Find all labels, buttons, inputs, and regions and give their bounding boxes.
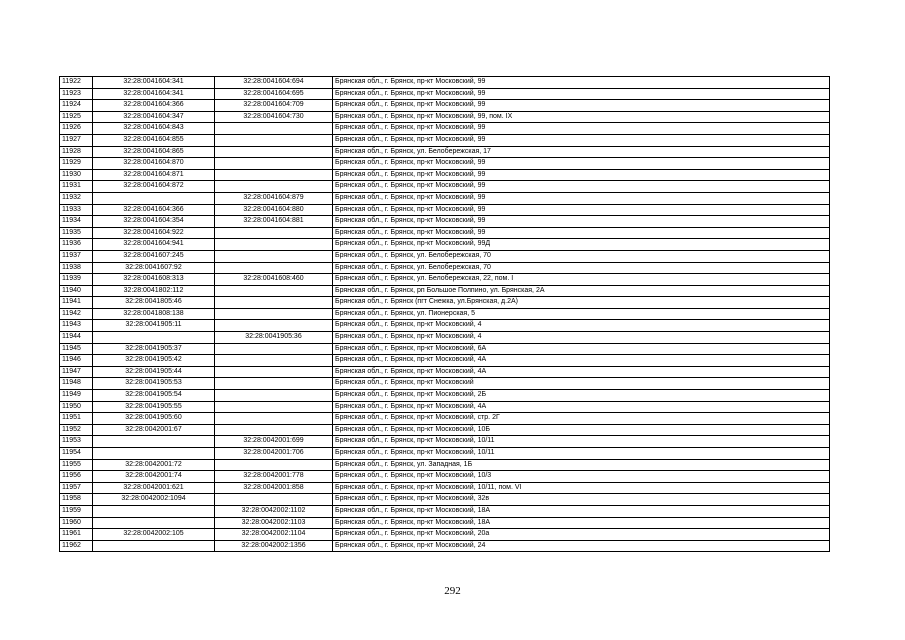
cadastral-number-cell: 32:28:0042002:1103 (215, 517, 333, 529)
table-row (60, 216, 830, 228)
cadastral-number-cell: 32:28:0041604:366 (93, 204, 215, 216)
address-cell: Брянская обл., г. Брянск, пр-кт Московский, 4 (333, 332, 830, 344)
row-number-cell: 11958 (60, 494, 93, 506)
cadastral-number-cell: 32:28:0041604:341 (93, 77, 215, 89)
table-row (60, 100, 830, 112)
row-number-cell: 11939 (60, 274, 93, 286)
table-row (60, 459, 830, 471)
cadastral-number-cell: 32:28:0041604:709 (215, 100, 333, 112)
cadastral-number-cell (215, 181, 333, 193)
table-row (60, 378, 830, 390)
table-row (60, 158, 830, 170)
address-cell: Брянская обл., г. Брянск, пр-кт Московский, 10Б (333, 424, 830, 436)
table-row (60, 332, 830, 344)
table-row (60, 88, 830, 100)
cadastral-number-cell (93, 517, 215, 529)
address-cell: Брянская обл., г. Брянск, пр-кт Московский, 10/11, пом. VI (333, 482, 830, 494)
address-cell: Брянская обл., г. Брянск, пр-кт Московский, 99 (333, 216, 830, 228)
row-number-cell: 11925 (60, 111, 93, 123)
address-cell: Брянская обл., г. Брянск, ул. Пионерская, 5 (333, 308, 830, 320)
table-row (60, 529, 830, 541)
address-cell: Брянская обл., г. Брянск, ул. Белобережская, 70 (333, 262, 830, 274)
cadastral-number-cell (93, 540, 215, 552)
registry-table (59, 76, 830, 552)
address-cell: Брянская обл., г. Брянск, пр-кт Московский, 99, пом. IX (333, 111, 830, 123)
address-cell: Брянская обл., г. Брянск, пр-кт Московский, 24 (333, 540, 830, 552)
cadastral-number-cell (215, 250, 333, 262)
cadastral-number-cell (215, 424, 333, 436)
row-number-cell: 11926 (60, 123, 93, 135)
cadastral-number-cell: 32:28:0042001:699 (215, 436, 333, 448)
table-row (60, 482, 830, 494)
address-cell: Брянская обл., г. Брянск, пр-кт Московский, 4А (333, 355, 830, 367)
row-number-cell: 11951 (60, 413, 93, 425)
cadastral-number-cell (215, 134, 333, 146)
cadastral-number-cell: 32:28:0041805:46 (93, 297, 215, 309)
address-cell: Брянская обл., г. Брянск, пр-кт Московский, 99 (333, 169, 830, 181)
table-row (60, 424, 830, 436)
address-cell: Брянская обл., г. Брянск, пр-кт Московский, 18А (333, 505, 830, 517)
cadastral-number-cell: 32:28:0042002:105 (93, 529, 215, 541)
table-row (60, 390, 830, 402)
cadastral-number-cell: 32:28:0041604:341 (93, 88, 215, 100)
cadastral-number-cell: 32:28:0041905:36 (215, 332, 333, 344)
row-number-cell: 11947 (60, 366, 93, 378)
cadastral-number-cell (215, 123, 333, 135)
cadastral-number-cell: 32:28:0041607:92 (93, 262, 215, 274)
cadastral-number-cell (215, 494, 333, 506)
row-number-cell: 11935 (60, 227, 93, 239)
row-number-cell: 11959 (60, 505, 93, 517)
address-cell: Брянская обл., г. Брянск, пр-кт Московский, 10/11 (333, 436, 830, 448)
table-row (60, 274, 830, 286)
table-row (60, 192, 830, 204)
cadastral-number-cell: 32:28:0041604:880 (215, 204, 333, 216)
cadastral-number-cell (93, 332, 215, 344)
row-number-cell: 11941 (60, 297, 93, 309)
row-number-cell: 11927 (60, 134, 93, 146)
table-row (60, 169, 830, 181)
address-cell: Брянская обл., г. Брянск, пр-кт Московский, 10/11 (333, 448, 830, 460)
cadastral-number-cell: 32:28:0041608:313 (93, 274, 215, 286)
row-number-cell: 11931 (60, 181, 93, 193)
address-cell: Брянская обл., г. Брянск, пр-кт Московский, 4 (333, 320, 830, 332)
table-row (60, 297, 830, 309)
cadastral-number-cell: 32:28:0041905:37 (93, 343, 215, 355)
cadastral-number-cell (93, 448, 215, 460)
table-row (60, 250, 830, 262)
row-number-cell: 11937 (60, 250, 93, 262)
table-row (60, 366, 830, 378)
row-number-cell: 11933 (60, 204, 93, 216)
row-number-cell: 11945 (60, 343, 93, 355)
address-cell: Брянская обл., г. Брянск, пр-кт Московский, 99 (333, 88, 830, 100)
cadastral-number-cell: 32:28:0041604:881 (215, 216, 333, 228)
cadastral-number-cell (215, 413, 333, 425)
table-row (60, 540, 830, 552)
cadastral-number-cell: 32:28:0041607:245 (93, 250, 215, 262)
cadastral-number-cell: 32:28:0041802:112 (93, 285, 215, 297)
table-row (60, 181, 830, 193)
cadastral-number-cell (215, 285, 333, 297)
cadastral-number-cell (215, 158, 333, 170)
table-row (60, 517, 830, 529)
address-cell: Брянская обл., г. Брянск, пр-кт Московский (333, 378, 830, 390)
registry-table-body (60, 77, 830, 552)
address-cell: Брянская обл., г. Брянск, пр-кт Московский, 10/3 (333, 471, 830, 483)
row-number-cell: 11923 (60, 88, 93, 100)
row-number-cell: 11943 (60, 320, 93, 332)
row-number-cell: 11952 (60, 424, 93, 436)
cadastral-number-cell: 32:28:0042002:1356 (215, 540, 333, 552)
cadastral-number-cell: 32:28:0042002:1104 (215, 529, 333, 541)
cadastral-number-cell (215, 390, 333, 402)
address-cell: Брянская обл., г. Брянск, пр-кт Московский, стр. 2Г (333, 413, 830, 425)
cadastral-number-cell: 32:28:0041604:941 (93, 239, 215, 251)
table-row (60, 262, 830, 274)
cadastral-number-cell: 32:28:0041905:53 (93, 378, 215, 390)
cadastral-number-cell (215, 378, 333, 390)
table-row (60, 204, 830, 216)
cadastral-number-cell: 32:28:0041604:695 (215, 88, 333, 100)
address-cell: Брянская обл., г. Брянск, пр-кт Московский, 32в (333, 494, 830, 506)
cadastral-number-cell (93, 192, 215, 204)
row-number-cell: 11956 (60, 471, 93, 483)
cadastral-number-cell (215, 459, 333, 471)
cadastral-number-cell: 32:28:0041905:42 (93, 355, 215, 367)
address-cell: Брянская обл., г. Брянск, пр-кт Московский, 99 (333, 181, 830, 193)
cadastral-number-cell: 32:28:0041604:730 (215, 111, 333, 123)
cadastral-number-cell (215, 227, 333, 239)
row-number-cell: 11961 (60, 529, 93, 541)
row-number-cell: 11922 (60, 77, 93, 89)
row-number-cell: 11944 (60, 332, 93, 344)
cadastral-number-cell: 32:28:0041604:694 (215, 77, 333, 89)
row-number-cell: 11929 (60, 158, 93, 170)
row-number-cell: 11949 (60, 390, 93, 402)
cadastral-number-cell: 32:28:0041604:922 (93, 227, 215, 239)
table-row (60, 413, 830, 425)
row-number-cell: 11954 (60, 448, 93, 460)
cadastral-number-cell: 32:28:0041604:865 (93, 146, 215, 158)
cadastral-number-cell: 32:28:0041905:11 (93, 320, 215, 332)
address-cell: Брянская обл., г. Брянск, ул. Белобережская, 17 (333, 146, 830, 158)
row-number-cell: 11950 (60, 401, 93, 413)
row-number-cell: 11946 (60, 355, 93, 367)
table-row (60, 111, 830, 123)
cadastral-number-cell (215, 146, 333, 158)
address-cell: Брянская обл., г. Брянск, пр-кт Московский, 99 (333, 204, 830, 216)
address-cell: Брянская обл., г. Брянск, пр-кт Московский, 99 (333, 100, 830, 112)
cadastral-number-cell: 32:28:0041604:855 (93, 134, 215, 146)
cadastral-number-cell (215, 355, 333, 367)
address-cell: Брянская обл., г. Брянск, ул. Белобережская, 22, пом. I (333, 274, 830, 286)
cadastral-number-cell: 32:28:0042001:778 (215, 471, 333, 483)
address-cell: Брянская обл., г. Брянск, пр-кт Московский, 99Д (333, 239, 830, 251)
cadastral-number-cell (93, 505, 215, 517)
cadastral-number-cell (215, 169, 333, 181)
row-number-cell: 11942 (60, 308, 93, 320)
cadastral-number-cell: 32:28:0041604:872 (93, 181, 215, 193)
table-row (60, 505, 830, 517)
cadastral-number-cell: 32:28:0042001:621 (93, 482, 215, 494)
cadastral-number-cell (215, 320, 333, 332)
row-number-cell: 11928 (60, 146, 93, 158)
cadastral-number-cell: 32:28:0041604:843 (93, 123, 215, 135)
row-number-cell: 11936 (60, 239, 93, 251)
table-row (60, 227, 830, 239)
cadastral-number-cell: 32:28:0041604:354 (93, 216, 215, 228)
address-cell: Брянская обл., г. Брянск, пр-кт Московский, 4А (333, 401, 830, 413)
row-number-cell: 11934 (60, 216, 93, 228)
table-row (60, 146, 830, 158)
cadastral-number-cell: 32:28:0041604:879 (215, 192, 333, 204)
cadastral-number-cell: 32:28:0041604:347 (93, 111, 215, 123)
row-number-cell: 11960 (60, 517, 93, 529)
table-row (60, 448, 830, 460)
table-row (60, 77, 830, 89)
cadastral-number-cell: 32:28:0041608:460 (215, 274, 333, 286)
table-row (60, 343, 830, 355)
cadastral-number-cell (215, 401, 333, 413)
table-row (60, 239, 830, 251)
cadastral-number-cell (93, 436, 215, 448)
cadastral-number-cell: 32:28:0041905:54 (93, 390, 215, 402)
table-row (60, 320, 830, 332)
table-row (60, 494, 830, 506)
row-number-cell: 11938 (60, 262, 93, 274)
address-cell: Брянская обл., г. Брянск (пгт Снежка, ул.Брянская, д.2А) (333, 297, 830, 309)
address-cell: Брянская обл., г. Брянск, пр-кт Московский, 6А (333, 343, 830, 355)
row-number-cell: 11932 (60, 192, 93, 204)
address-cell: Брянская обл., г. Брянск, пр-кт Московский, 99 (333, 77, 830, 89)
table-row (60, 355, 830, 367)
address-cell: Брянская обл., г. Брянск, пр-кт Московский, 99 (333, 192, 830, 204)
address-cell: Брянская обл., г. Брянск, пр-кт Московский, 2Б (333, 390, 830, 402)
table-row (60, 471, 830, 483)
address-cell: Брянская обл., г. Брянск, рп Большое Полпино, ул. Брянская, 2А (333, 285, 830, 297)
cadastral-number-cell: 32:28:0042001:74 (93, 471, 215, 483)
cadastral-number-cell: 32:28:0042001:858 (215, 482, 333, 494)
row-number-cell: 11957 (60, 482, 93, 494)
cadastral-number-cell (215, 366, 333, 378)
cadastral-number-cell: 32:28:0042001:706 (215, 448, 333, 460)
row-number-cell: 11953 (60, 436, 93, 448)
table-row (60, 308, 830, 320)
table-row (60, 401, 830, 413)
row-number-cell: 11948 (60, 378, 93, 390)
cadastral-number-cell: 32:28:0041604:870 (93, 158, 215, 170)
page-number: 292 (444, 585, 461, 597)
cadastral-number-cell (215, 262, 333, 274)
address-cell: Брянская обл., г. Брянск, пр-кт Московский, 99 (333, 158, 830, 170)
row-number-cell: 11940 (60, 285, 93, 297)
row-number-cell: 11924 (60, 100, 93, 112)
address-cell: Брянская обл., г. Брянск, пр-кт Московский, 99 (333, 134, 830, 146)
cadastral-number-cell (215, 308, 333, 320)
table-row (60, 436, 830, 448)
cadastral-number-cell (215, 343, 333, 355)
address-cell: Брянская обл., г. Брянск, пр-кт Московский, 99 (333, 123, 830, 135)
table-row (60, 134, 830, 146)
address-cell: Брянская обл., г. Брянск, пр-кт Московский, 18А (333, 517, 830, 529)
cadastral-number-cell: 32:28:0041905:44 (93, 366, 215, 378)
address-cell: Брянская обл., г. Брянск, пр-кт Московский, 20а (333, 529, 830, 541)
table-row (60, 123, 830, 135)
cadastral-number-cell: 32:28:0041905:55 (93, 401, 215, 413)
cadastral-number-cell: 32:28:0042002:1094 (93, 494, 215, 506)
cadastral-number-cell (215, 239, 333, 251)
address-cell: Брянская обл., г. Брянск, ул. Западная, 1Б (333, 459, 830, 471)
row-number-cell: 11962 (60, 540, 93, 552)
address-cell: Брянская обл., г. Брянск, ул. Белобережская, 70 (333, 250, 830, 262)
cadastral-number-cell: 32:28:0042001:67 (93, 424, 215, 436)
cadastral-number-cell: 32:28:0041808:138 (93, 308, 215, 320)
row-number-cell: 11930 (60, 169, 93, 181)
address-cell: Брянская обл., г. Брянск, пр-кт Московский, 99 (333, 227, 830, 239)
address-cell: Брянская обл., г. Брянск, пр-кт Московский, 4А (333, 366, 830, 378)
cadastral-number-cell: 32:28:0041905:60 (93, 413, 215, 425)
cadastral-number-cell (215, 297, 333, 309)
cadastral-number-cell: 32:28:0041604:366 (93, 100, 215, 112)
cadastral-number-cell: 32:28:0042002:1102 (215, 505, 333, 517)
cadastral-number-cell: 32:28:0041604:871 (93, 169, 215, 181)
cadastral-number-cell: 32:28:0042001:72 (93, 459, 215, 471)
table-row (60, 285, 830, 297)
row-number-cell: 11955 (60, 459, 93, 471)
